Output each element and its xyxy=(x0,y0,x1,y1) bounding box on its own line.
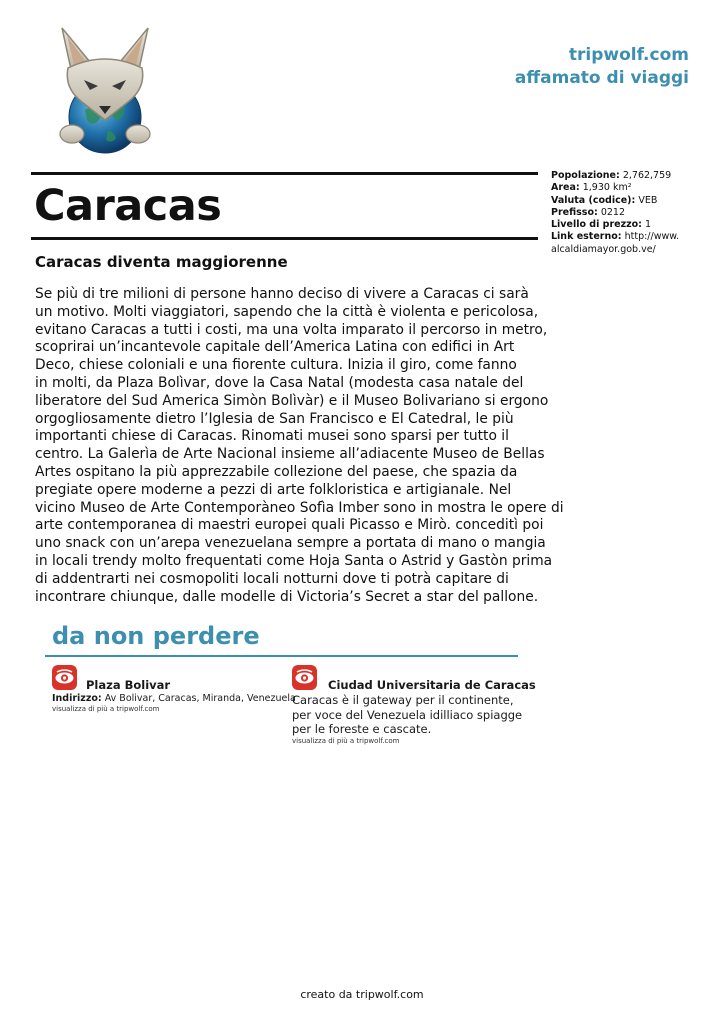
body-line: in locali trendy molto frequentati come Hoja Santa o Astrid y Gastòn prima xyxy=(35,552,553,569)
brand-site[interactable]: tripwolf.com xyxy=(568,45,689,65)
body-line: di addentrarti nei cosmopoliti locali notturni dove ti potrà capitare di xyxy=(35,570,509,587)
body-line: un motivo. Molti viaggiatori, sapendo che la città è violenta e pericolosa, xyxy=(35,303,539,320)
body-line: orgogliosamente dietro l’Iglesia de San Francisco e El Catedral, le più xyxy=(35,410,514,427)
body-line: incontrare chiunque, dalle modelle di Victoria’s Secret a star del pallone. xyxy=(35,588,539,605)
poi-name[interactable]: Ciudad Universitaria de Caracas xyxy=(328,678,536,692)
brand-slogan: affamato di viaggi xyxy=(514,68,689,88)
body-line: Deco, chiese coloniali e una fiorente cultura. Inizia il giro, come fanno xyxy=(35,357,517,374)
title-rule-top xyxy=(31,172,538,175)
title-rule-bottom xyxy=(31,237,538,240)
poi-more-link[interactable]: visualizza di più a tripwolf.com xyxy=(292,737,400,745)
body-line: scoprirai un’incantevole capitale dell’America Latina con edifici in Art xyxy=(35,339,515,356)
fact-price-level: Livello di prezzo: 1 xyxy=(551,219,652,231)
tripwolf-logo xyxy=(50,22,160,157)
body-line: Artes ospitano la più apprezzabile collezione del paese, che spazia da xyxy=(35,463,518,480)
brand-tagline xyxy=(515,44,689,90)
fact-prefix: Prefisso: 0212 xyxy=(551,206,625,218)
body-line: liberatore del Sud America Simòn Bolìvàr) e il Museo Bolivariano si ergono xyxy=(35,392,549,409)
fox-globe-icon xyxy=(50,22,160,157)
poi-name[interactable]: Plaza Bolivar xyxy=(86,678,171,692)
body-line: Se più di tre milioni di persone hanno deciso di vivere a Caracas ci sarà xyxy=(35,286,529,302)
body-line: pregiate opere moderne a pezzi di arte folkloristica e artigianale. Nel xyxy=(35,481,512,498)
poi-description xyxy=(292,693,532,737)
poi-address: Indirizzo: Av Bolivar, Caracas, Miranda, Venezuela xyxy=(52,693,296,704)
body-line: uno snack con un’arepa venezuelana sempre a portata di mano o mangia xyxy=(35,535,546,552)
fact-currency: Valuta (codice): VEB xyxy=(551,194,658,206)
body-line: evitano Caracas a tutti i costi, ma una volta imparato il percorso in metro, xyxy=(35,321,548,338)
article-body xyxy=(35,286,564,606)
section-title-must-see: da non perdere xyxy=(52,622,260,650)
city-facts xyxy=(551,170,721,256)
fact-population: Popolazione: 2,762,759 xyxy=(551,170,672,181)
poi-description-line: per le foreste e cascate. xyxy=(292,722,432,736)
section-rule xyxy=(45,655,518,657)
footer-credit: creato da tripwolf.com xyxy=(300,988,424,1001)
body-line: arte contemporanea di maestri europei quali Picasso e Mirò. conceditì poi xyxy=(35,517,544,534)
article-subtitle: Caracas diventa maggiorenne xyxy=(35,253,288,271)
page-title: Caracas xyxy=(34,181,222,231)
body-line: vicino Museo de Arte Contemporàneo Sofìa Imber sono in mostra le opere di xyxy=(35,499,564,516)
body-line: importanti chiese di Caracas. Rinomati musei sono sparsi per tutto il xyxy=(35,428,509,445)
eye-icon xyxy=(52,665,77,690)
body-line: in molti, da Plaza Bolìvar, dove la Casa Natal (modesta casa natale del xyxy=(35,374,524,391)
poi-description-line: per voce del Venezuela idilliaco spiagge xyxy=(292,707,523,722)
poi-description-line: Caracas è il gateway per il continente, xyxy=(292,693,514,707)
fact-area: Area: 1,930 km² xyxy=(551,182,632,194)
body-line: centro. La Galerìa de Arte Nacional insieme all’adiacente Museo de Bellas xyxy=(35,446,545,463)
fact-external-link[interactable]: Link esterno: http://www.alcaldiamayor.gob.ve/ xyxy=(551,231,680,255)
eye-icon xyxy=(292,665,317,690)
poi-more-link[interactable]: visualizza di più a tripwolf.com xyxy=(52,705,160,713)
